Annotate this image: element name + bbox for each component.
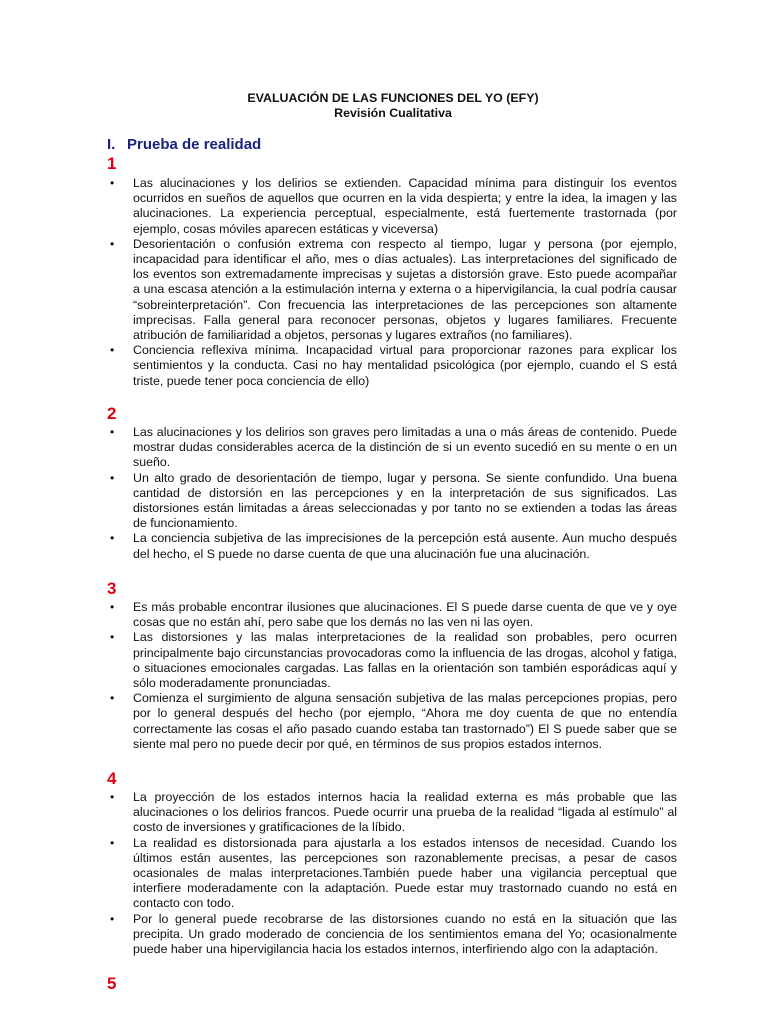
- list-item-text: Las alucinaciones y los delirios son graves pero limitadas a una o más áreas de contenido. Puede mostrar dudas considerables acerca de la distinción de si un evento sucedió en su mente o en un sueño.: [133, 425, 677, 470]
- bullet-icon: •: [110, 176, 115, 190]
- list-item-text: Es más probable encontrar ilusiones que alucinaciones. El S puede darse cuenta de que ve y oye cosas que no están ahí, pero sabe que los demás no las ven ni las oyen.: [133, 600, 677, 630]
- bullet-icon: •: [110, 630, 115, 645]
- list-item-text: La realidad es distorsionada para ajustarla a los estados intensos de necesidad. Cuando los últimos están ausentes, las percepciones son razonablemente precisas, a pesar de casos ocasionales de malas interpretaciones.También puede haber una vigilancia perceptual que interfiere moderadamente con la adaptación. Puede estar muy trastornado cuando no está en contacto con todo.: [133, 835, 677, 911]
- bullet-icon: •: [110, 600, 115, 614]
- bullet-icon: •: [110, 790, 115, 804]
- section-title: Prueba de realidad: [127, 136, 262, 153]
- list-item-text: Desorientación o confusión extrema con respecto al tiempo, lugar y persona (por ejemplo, incapacidad para identificar el año, mes o días actuales). Las interpretaciones del significado de los eventos son extremadamente imprecisas y sujetas a distorsión grave. Esto puede acompañar a una escasa atención a la estimulación interna y externa o a hipervigilancia, la cual podría causar “sobreinterpretación”. Con frecuencia las interpretaciones de las percepciones son altamente imprecisas. Falla general para reconocer personas, objetos y lugares familiares. Frecuente atribución de familiaridad a objetos, personas y lugares extraños (no familiares).: [133, 236, 677, 343]
- bullet-icon: •: [110, 911, 115, 926]
- list-item-text: Conciencia reflexiva mínima. Incapacidad virtual para proporcionar razones para explicar los sentimientos y la conducta. Casi no hay mentalidad psicológica (por ejemplo, cuando el S está triste, puede tener poca conciencia de ello): [133, 343, 677, 388]
- list-item: [106, 691, 677, 752]
- level-3-list: [106, 600, 677, 752]
- level-4-list: [106, 790, 677, 957]
- list-item: [106, 343, 677, 389]
- list-item: [106, 600, 677, 630]
- list-item: [106, 790, 677, 836]
- list-item-text: Un alto grado de desorientación de tiempo, lugar y persona. Se siente confundido. Una buena cantidad de distorsión en las percepciones y en la interpretación de sus significados. Las distorsiones están limitadas a áreas seleccionadas y por tanto no se extienden a todas las áreas de funcionamiento.: [133, 470, 677, 531]
- level-1-list: [106, 176, 677, 389]
- list-item: [106, 912, 677, 958]
- section-number: I.: [107, 136, 116, 153]
- bullet-icon: •: [110, 531, 115, 546]
- level-3-label: 3: [107, 579, 117, 598]
- list-item: [106, 531, 677, 561]
- level-1-label: 1: [107, 154, 117, 173]
- bullet-icon: •: [110, 236, 115, 251]
- list-item-text: Las alucinaciones y los delirios se extienden. Capacidad mínima para distinguir los eventos ocurridos en sueños de aquellos que ocurren en la vida despierta; y entre la idea, la imagen y las alucinaciones. La experiencia perceptual, especialmente, está fuertemente trastornada (por ejemplo, cosas móviles aparecen estáticas y viceversa): [133, 176, 677, 236]
- list-item: [106, 176, 677, 237]
- bullet-icon: •: [110, 343, 115, 358]
- document-title-block: [0, 91, 768, 121]
- level-2-label: 2: [107, 404, 117, 423]
- list-item: [106, 425, 677, 471]
- list-item: [106, 471, 677, 532]
- bullet-icon: •: [110, 470, 115, 485]
- bullet-icon: •: [110, 835, 115, 850]
- level-5-label: 5: [107, 974, 117, 993]
- list-item: [106, 237, 677, 343]
- list-item-text: Las distorsiones y las malas interpretaciones de la realidad son probables, pero ocurren principalmente bajo circunstancias provocadoras como la influencia de las drogas, alcohol y fatiga, o situaciones emocionales cargadas. Las fallas en la orientación son también esporádicas aquí y sólo moderadamente pronunciadas.: [133, 630, 677, 691]
- list-item: [106, 630, 677, 691]
- level-4-label: 4: [107, 769, 117, 788]
- bullet-icon: •: [110, 691, 115, 706]
- list-item-text: Comienza el surgimiento de alguna sensación subjetiva de las malas percepciones propias, pero por lo general después del hecho (por ejemplo, “Ahora me doy cuenta de que no entendía correctamente las cosas el año pasado cuando estaba tan trastornado”) El S puede saber que se siente mal pero no puede decir por qué, en términos de sus propios estados internos.: [133, 691, 677, 751]
- list-item-text: La conciencia subjetiva de las imprecisiones de la percepción está ausente. Aun mucho después del hecho, el S puede no darse cuenta de que una alucinación fue una alucinación.: [133, 531, 677, 561]
- level-2-list: [106, 425, 677, 562]
- list-item-text: La proyección de los estados internos hacia la realidad externa es más probable que las alucinaciones o los delirios francos. Puede ocurrir una prueba de la realidad “ligada al estímulo” al costo de inversiones y gratificaciones de la líbido.: [133, 790, 677, 835]
- bullet-icon: •: [110, 425, 115, 439]
- section-heading: [107, 136, 261, 153]
- document-title: EVALUACIÓN DE LAS FUNCIONES DEL YO (EFY): [247, 91, 539, 105]
- document-subtitle: Revisión Cualitativa: [334, 106, 452, 120]
- list-item-text: Por lo general puede recobrarse de las distorsiones cuando no está en la situación que las precipita. Un grado moderado de conciencia de los sentimientos emana del Yo; ocasionalmente puede haber una hipervigilancia hacia los estados internos, interfiriendo algo con la adaptación.: [133, 911, 677, 957]
- list-item: [106, 836, 677, 912]
